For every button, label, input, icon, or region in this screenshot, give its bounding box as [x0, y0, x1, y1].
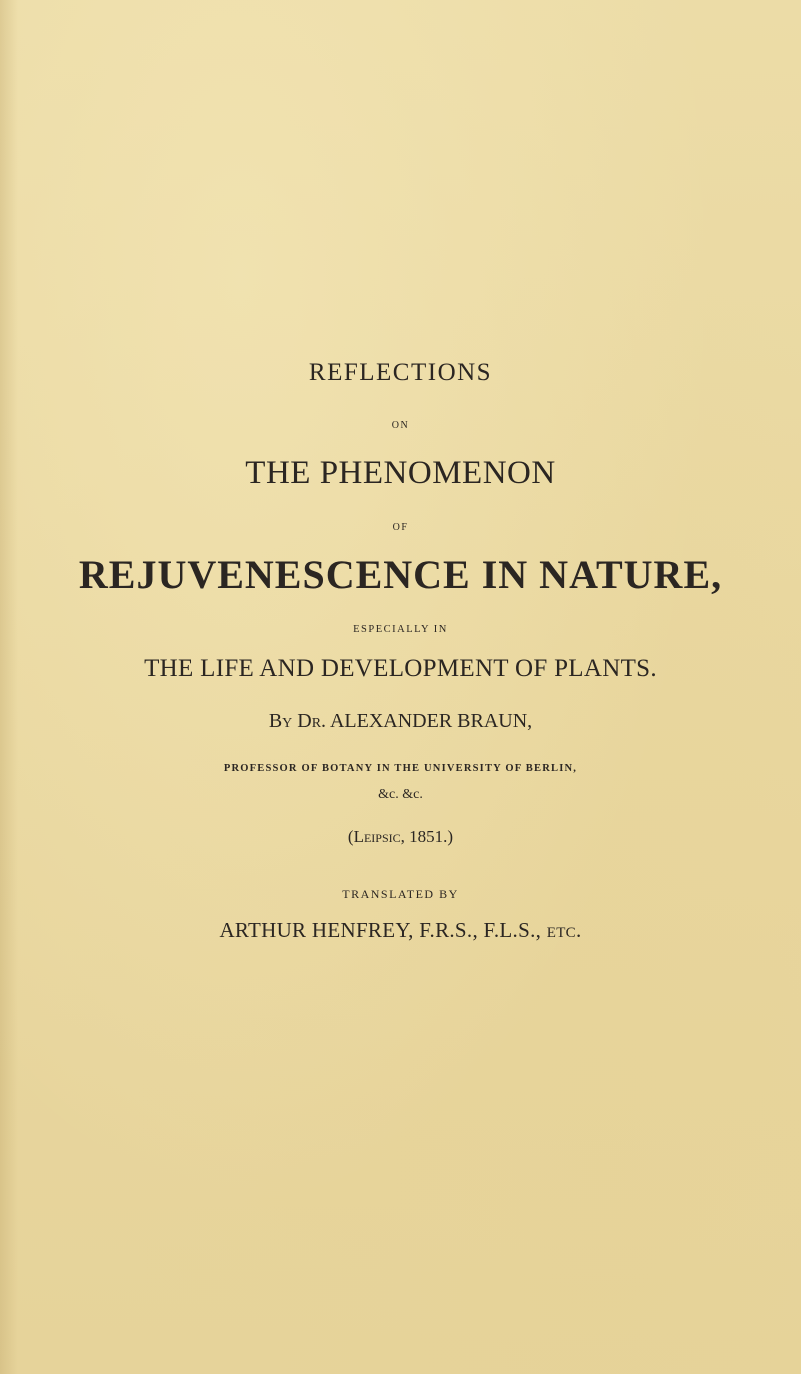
author-line — [0, 711, 801, 731]
translator-etc: etc. — [546, 918, 582, 942]
translated-by-label: TRANSLATED BY — [342, 887, 459, 901]
author-name: ALEXANDER BRAUN, — [329, 710, 533, 732]
place-date-open: ( — [347, 827, 354, 846]
title-line-reflections: REFLECTIONS — [308, 359, 493, 386]
title-line-especially: ESPECIALLY IN — [353, 624, 448, 635]
title-line-on: ON — [391, 420, 410, 431]
title-line-phenomenon: THE PHENOMENON — [245, 455, 556, 491]
translator-name: ARTHUR HENFREY, F.R.S., F.L.S., — [219, 918, 542, 942]
author-prefix: By Dr. — [268, 710, 327, 732]
place-name: Leipsic — [353, 827, 401, 846]
author-affiliation: PROFESSOR OF BOTANY IN THE UNIVERSITY OF BERLIN, — [223, 763, 578, 774]
page-edge-shadow — [0, 0, 18, 1374]
title-line-life-and-development: THE LIFE AND DEVELOPMENT OF PLANTS. — [144, 655, 657, 682]
title-line-rejuvenescence: REJUVENESCENCE IN NATURE, — [78, 552, 723, 597]
title-line-of: OF — [392, 522, 409, 533]
place-and-date — [0, 828, 801, 845]
translator-line — [0, 920, 801, 941]
place-date-rest: , 1851.) — [400, 827, 454, 846]
affiliation-etc: &c. &c. — [378, 787, 423, 802]
